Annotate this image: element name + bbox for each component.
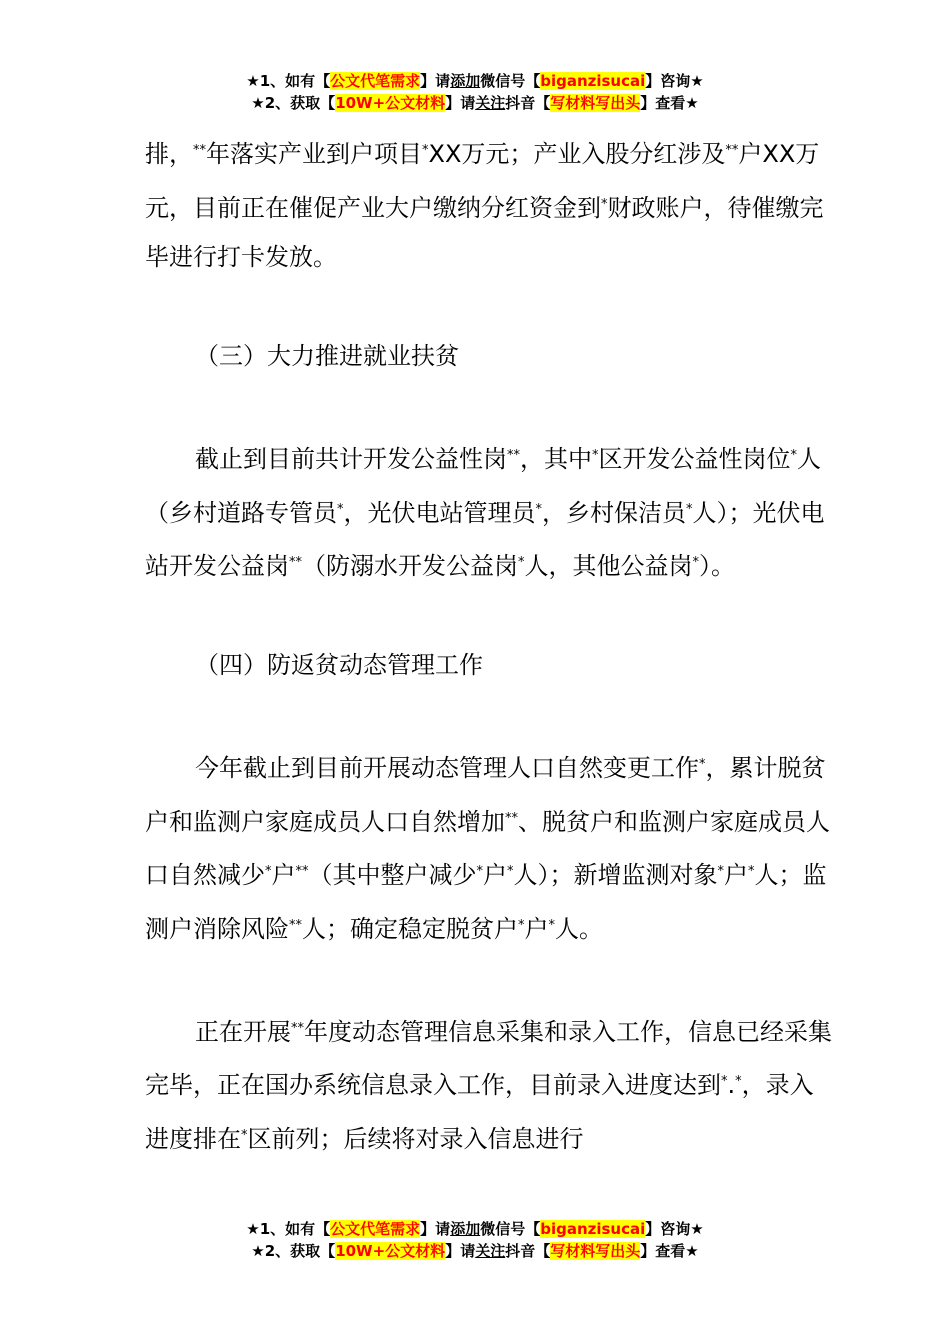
promo-underlined: 关注 [475, 1242, 506, 1260]
paragraph-industry-funds: 排，**年落实产业到户项目*XX万元；产业入股分红涉及**户XX万元，目前正在催促产业大户缴纳分红资金到*财政账户，待催缴完毕进行打卡发放。 [145, 140, 824, 271]
promo-text: 】查看★ [640, 94, 699, 112]
section-heading-dynamic-management: （四）防返贫动态管理工作 [195, 651, 483, 679]
promo-banner-bottom [0, 1218, 950, 1262]
promo-text: 】查看★ [640, 1242, 699, 1260]
paragraph-data-entry: 正在开展**年度动态管理信息采集和录入工作，信息已经采集完毕，正在国办系统信息录入工作，目前录入进度达到*.*，录入进度排在*区前列；后续将对录入信息进行 [145, 1017, 832, 1153]
promo-text: 微信号【 [480, 1220, 541, 1238]
document-body [145, 126, 835, 1164]
promo-text: 】咨询★ [645, 1220, 704, 1238]
promo-underlined: 添加 [450, 1220, 481, 1238]
promo-highlight: 公文代笔需求 [330, 72, 421, 90]
promo-highlight: 公文代笔需求 [330, 1220, 421, 1238]
promo-underlined: 关注 [475, 94, 506, 112]
promo-highlight: 10W+公文材料 [335, 1242, 446, 1260]
promo-text: 微信号【 [480, 72, 541, 90]
promo-line-2 [0, 92, 950, 114]
promo-text: 】请 [420, 72, 451, 90]
promo-line-1 [0, 70, 950, 92]
promo-wechat-id: biganzisucai [540, 1220, 646, 1238]
promo-text: 抖音【 [505, 1242, 551, 1260]
section-heading-employment: （三）大力推进就业扶贫 [195, 342, 459, 370]
promo-text: ★2、获取【 [251, 1242, 336, 1260]
promo-text: 】请 [445, 1242, 476, 1260]
promo-text: ★1、如有【 [246, 1220, 331, 1238]
promo-text: ★1、如有【 [246, 72, 331, 90]
promo-wechat-id: biganzisucai [540, 72, 646, 90]
paragraph-public-posts: 截止到目前共计开发公益性岗**，其中*区开发公益性岗位*人（乡村道路专管员*，光伏电站管理员*，乡村保洁员*人）；光伏电站开发公益岗**（防溺水开发公益岗*人，其他公益岗*）。 [145, 445, 825, 580]
promo-text: 抖音【 [505, 94, 551, 112]
promo-douyin-id: 写材料写出头 [550, 1242, 641, 1260]
promo-line-2 [0, 1240, 950, 1262]
promo-text: 】请 [420, 1220, 451, 1238]
promo-highlight: 10W+公文材料 [335, 94, 446, 112]
promo-text: 】咨询★ [645, 72, 704, 90]
promo-text: ★2、获取【 [251, 94, 336, 112]
promo-douyin-id: 写材料写出头 [550, 94, 641, 112]
promo-line-1 [0, 1218, 950, 1240]
promo-banner-top [0, 70, 950, 114]
paragraph-population-changes: 今年截止到目前开展动态管理人口自然变更工作*，累计脱贫户和监测户家庭成员人口自然增加**、脱贫户和监测户家庭成员人口自然减少*户**（其中整户减少*户*人）；新增监测对象*户*人；监测户消除风险**人；确定稳定脱贫户*户*人。 [145, 754, 830, 943]
promo-underlined: 添加 [450, 72, 481, 90]
promo-text: 】请 [445, 94, 476, 112]
